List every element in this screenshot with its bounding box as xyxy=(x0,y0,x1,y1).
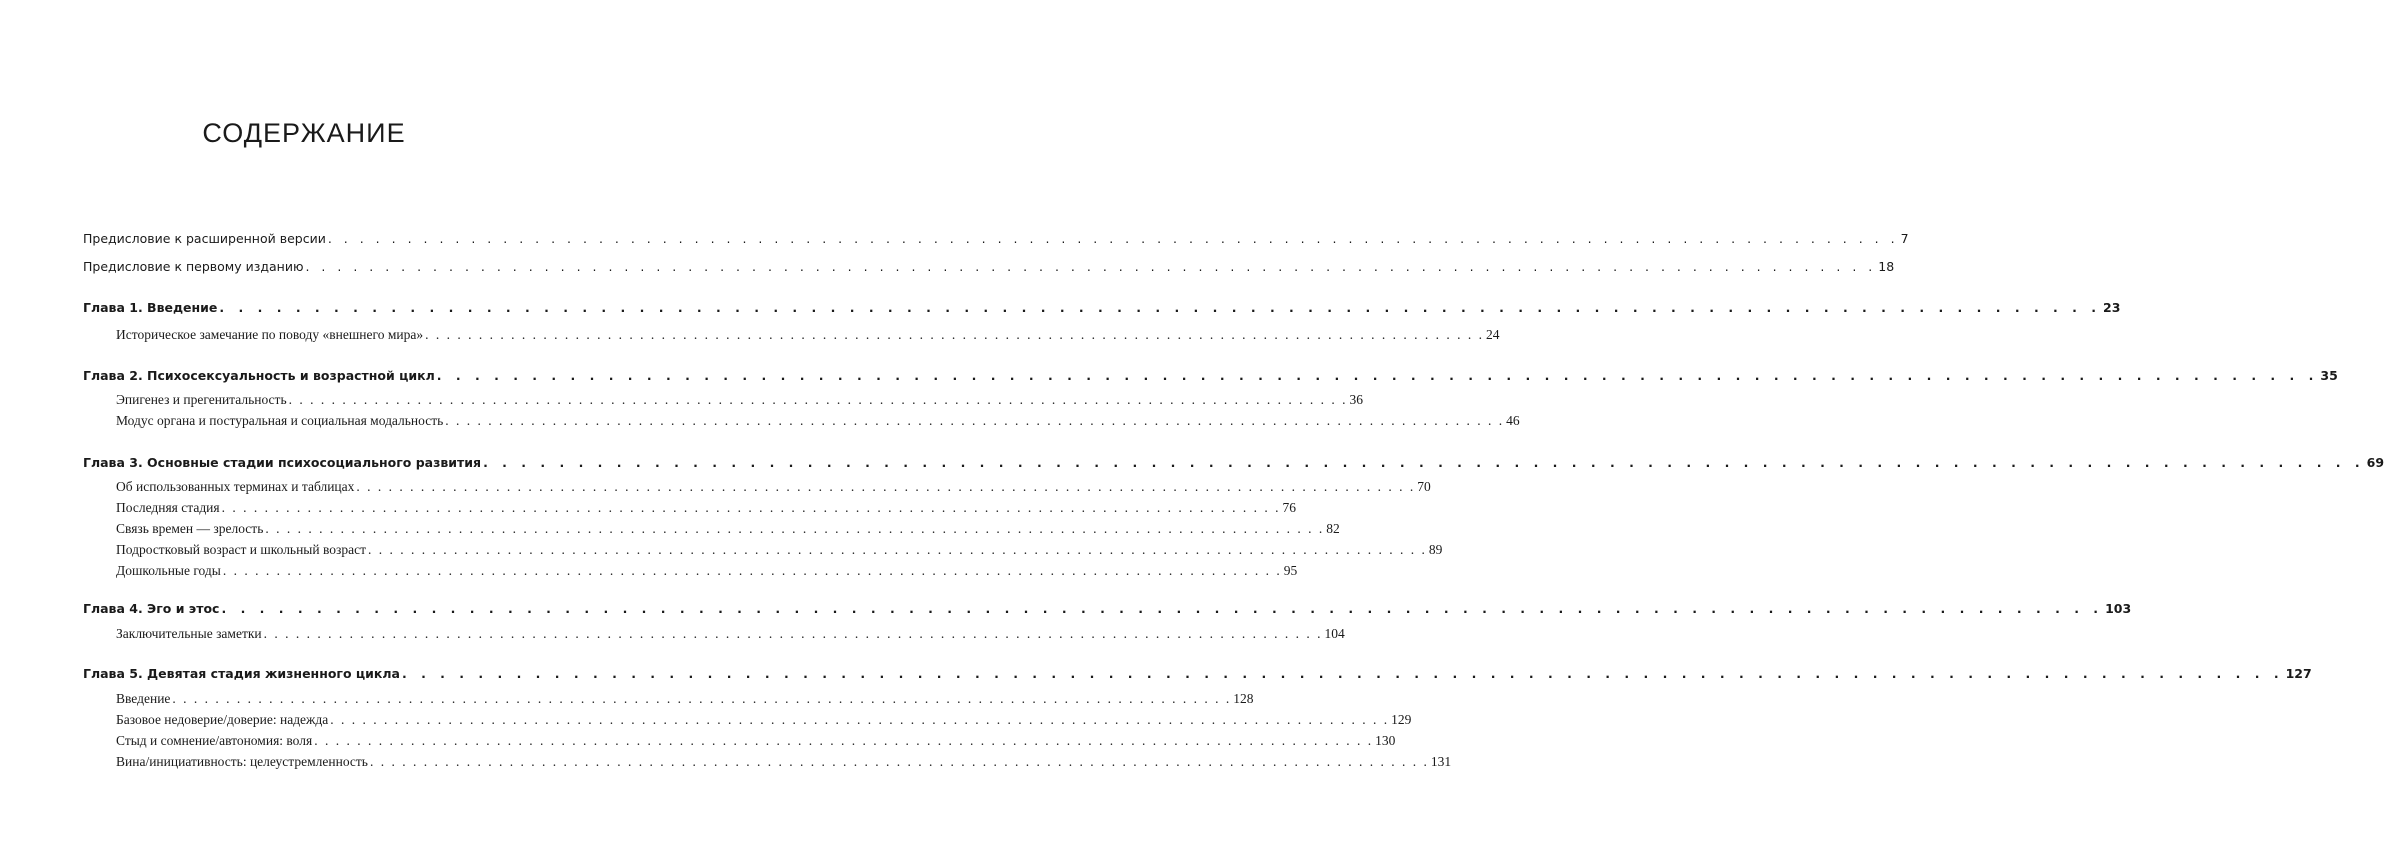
dot-leader: . . . . . . . . . . . . . . . . . . . . . . . . . . . . . . . . . . . . . . . . . . . . . . . . . . . . . . . . . . . . . . . . . . . . . . . . . . . . . . . . . . . . . . . . . . . . . . . . . . . xyxy=(222,563,1282,578)
toc-chapter-heading xyxy=(83,298,2121,318)
chapter-label: Глава 2. Психосексуальность и возрастной цикл xyxy=(83,368,435,383)
section-page: 24 xyxy=(1485,327,1500,342)
chapter-page: 69 xyxy=(2366,455,2384,470)
dot-leader: . . . . . . . . . . . . . . . . . . . . . . . . . . . . . . . . . . . . . . . . . . . . . . . . . . . . . . . . . . . . . . . . . . . . . . . . . . . . . . . . . . . . . . . . . . . . . . . . . . . xyxy=(401,666,2284,681)
dot-leader: . . . . . . . . . . . . . . . . . . . . . . . . . . . . . . . . . . . . . . . . . . . . . . . . . . . . . . . . . . . . . . . . . . . . . . . . . . . . . . . . . . . . . . . . . . . . . . . . . . . xyxy=(314,733,1374,748)
dot-leader: . . . . . . . . . . . . . . . . . . . . . . . . . . . . . . . . . . . . . . . . . . . . . . . . . . . . . . . . . . . . . . . . . . . . . . . . . . . . . . . . . . . . . . . . . . . . . . . . . . . xyxy=(327,231,1899,246)
section-page: 130 xyxy=(1375,733,1396,748)
toc-entry-preface xyxy=(83,229,1909,249)
toc-entry-label: Предисловие к расширенной версии xyxy=(83,231,326,246)
section-page: 129 xyxy=(1391,712,1412,727)
dot-leader: . . . . . . . . . . . . . . . . . . . . . . . . . . . . . . . . . . . . . . . . . . . . . . . . . . . . . . . . . . . . . . . . . . . . . . . . . . . . . . . . . . . . . . . . . . . . . . . . . . . xyxy=(265,521,1325,536)
dot-leader: . . . . . . . . . . . . . . . . . . . . . . . . . . . . . . . . . . . . . . . . . . . . . . . . . . . . . . . . . . . . . . . . . . . . . . . . . . . . . . . . . . . . . . . . . . . . . . . . . . . xyxy=(305,259,1877,274)
section-label: Базовое недоверие/доверие: надежда xyxy=(116,712,329,727)
dot-leader: . . . . . . . . . . . . . . . . . . . . . . . . . . . . . . . . . . . . . . . . . . . . . . . . . . . . . . . . . . . . . . . . . . . . . . . . . . . . . . . . . . . . . . . . . . . . . . . . . . . xyxy=(221,601,2104,616)
dot-leader: . . . . . . . . . . . . . . . . . . . . . . . . . . . . . . . . . . . . . . . . . . . . . . . . . . . . . . . . . . . . . . . . . . . . . . . . . . . . . . . . . . . . . . . . . . . . . . . . . . . xyxy=(369,754,1429,769)
section-label: Связь времен — зрелость xyxy=(116,521,264,536)
section-page: 70 xyxy=(1417,479,1431,494)
toc-section-entry xyxy=(116,731,1396,751)
dot-leader: . . . . . . . . . . . . . . . . . . . . . . . . . . . . . . . . . . . . . . . . . . . . . . . . . . . . . . . . . . . . . . . . . . . . . . . . . . . . . . . . . . . . . . . . . . . . . . . . . . . xyxy=(483,455,2365,470)
toc-section-entry xyxy=(116,624,1345,644)
section-label: Введение xyxy=(116,691,171,706)
dot-leader: . . . . . . . . . . . . . . . . . . . . . . . . . . . . . . . . . . . . . . . . . . . . . . . . . . . . . . . . . . . . . . . . . . . . . . . . . . . . . . . . . . . . . . . . . . . . . . . . . . . xyxy=(263,626,1323,641)
section-page: 131 xyxy=(1430,754,1452,769)
section-label: Модус органа и постуральная и социальная модальность xyxy=(116,413,444,428)
section-label: Историческое замечание по поводу «внешнего мира» xyxy=(116,327,424,342)
section-label: Заключительные заметки xyxy=(116,626,262,641)
section-page: 128 xyxy=(1233,691,1254,706)
toc-section-entry xyxy=(116,752,1452,772)
toc-chapter-heading xyxy=(83,366,2338,386)
section-label: Подростковый возраст и школьный возраст xyxy=(116,542,366,557)
toc-chapter-heading xyxy=(83,453,2384,473)
chapter-page: 35 xyxy=(2320,368,2338,383)
dot-leader: . . . . . . . . . . . . . . . . . . . . . . . . . . . . . . . . . . . . . . . . . . . . . . . . . . . . . . . . . . . . . . . . . . . . . . . . . . . . . . . . . . . . . . . . . . . . . . . . . . . xyxy=(288,392,1348,407)
toc-section-entry xyxy=(116,390,1363,410)
chapter-label: Глава 5. Девятая стадия жизненного цикла xyxy=(83,666,400,681)
dot-leader: . . . . . . . . . . . . . . . . . . . . . . . . . . . . . . . . . . . . . . . . . . . . . . . . . . . . . . . . . . . . . . . . . . . . . . . . . . . . . . . . . . . . . . . . . . . . . . . . . . . xyxy=(330,712,1390,727)
chapter-label: Глава 1. Введение xyxy=(83,300,218,315)
chapter-label: Глава 3. Основные стадии психосоциального развития xyxy=(83,455,482,470)
dot-leader: . . . . . . . . . . . . . . . . . . . . . . . . . . . . . . . . . . . . . . . . . . . . . . . . . . . . . . . . . . . . . . . . . . . . . . . . . . . . . . . . . . . . . . . . . . . . . . . . . . . xyxy=(367,542,1427,557)
toc-section-entry xyxy=(116,689,1254,709)
section-page: 95 xyxy=(1283,563,1298,578)
toc-entry-preface xyxy=(83,257,1895,277)
dot-leader: . . . . . . . . . . . . . . . . . . . . . . . . . . . . . . . . . . . . . . . . . . . . . . . . . . . . . . . . . . . . . . . . . . . . . . . . . . . . . . . . . . . . . . . . . . . . . . . . . . . xyxy=(356,479,1416,494)
section-page: 89 xyxy=(1428,542,1443,557)
toc-section-entry xyxy=(116,540,1443,560)
section-page: 46 xyxy=(1506,413,1520,428)
section-label: Эпигенез и прегенитальность xyxy=(116,392,287,407)
toc-section-entry xyxy=(116,519,1340,539)
page-title: СОДЕРЖАНИЕ xyxy=(202,118,406,148)
toc-section-entry xyxy=(116,498,1296,518)
section-label: Об использованных терминах и таблицах xyxy=(116,479,355,494)
chapter-page: 103 xyxy=(2105,601,2132,616)
dot-leader: . . . . . . . . . . . . . . . . . . . . . . . . . . . . . . . . . . . . . . . . . . . . . . . . . . . . . . . . . . . . . . . . . . . . . . . . . . . . . . . . . . . . . . . . . . . . . . . . . . . xyxy=(425,327,1484,342)
chapter-page: 23 xyxy=(2103,300,2121,315)
toc-entry-label: Предисловие к первому изданию xyxy=(83,259,304,274)
toc-chapter-heading xyxy=(83,664,2312,684)
toc-entry-page: 18 xyxy=(1878,259,1895,274)
chapter-label: Глава 4. Эго и этос xyxy=(83,601,220,616)
section-page: 36 xyxy=(1349,392,1363,407)
section-label: Дошкольные годы xyxy=(116,563,221,578)
toc-chapter-heading xyxy=(83,599,2132,619)
toc-entry-page: 7 xyxy=(1900,231,1909,246)
toc-section-entry xyxy=(116,325,1500,345)
section-label: Стыд и сомнение/автономия: воля xyxy=(116,733,313,748)
section-page: 76 xyxy=(1282,500,1296,515)
section-label: Последняя стадия xyxy=(116,500,220,515)
section-page: 82 xyxy=(1326,521,1340,536)
dot-leader: . . . . . . . . . . . . . . . . . . . . . . . . . . . . . . . . . . . . . . . . . . . . . . . . . . . . . . . . . . . . . . . . . . . . . . . . . . . . . . . . . . . . . . . . . . . . . . . . . . . xyxy=(445,413,1505,428)
dot-leader: . . . . . . . . . . . . . . . . . . . . . . . . . . . . . . . . . . . . . . . . . . . . . . . . . . . . . . . . . . . . . . . . . . . . . . . . . . . . . . . . . . . . . . . . . . . . . . . . . . . xyxy=(172,691,1232,706)
toc-section-entry xyxy=(116,477,1431,497)
toc-section-entry xyxy=(116,710,1412,730)
dot-leader: . . . . . . . . . . . . . . . . . . . . . . . . . . . . . . . . . . . . . . . . . . . . . . . . . . . . . . . . . . . . . . . . . . . . . . . . . . . . . . . . . . . . . . . . . . . . . . . . . . . xyxy=(219,300,2102,315)
dot-leader: . . . . . . . . . . . . . . . . . . . . . . . . . . . . . . . . . . . . . . . . . . . . . . . . . . . . . . . . . . . . . . . . . . . . . . . . . . . . . . . . . . . . . . . . . . . . . . . . . . . xyxy=(436,368,2319,383)
section-label: Вина/инициативность: целеустремленность xyxy=(116,754,368,769)
section-page: 104 xyxy=(1324,626,1345,641)
chapter-page: 127 xyxy=(2285,666,2312,681)
dot-leader: . . . . . . . . . . . . . . . . . . . . . . . . . . . . . . . . . . . . . . . . . . . . . . . . . . . . . . . . . . . . . . . . . . . . . . . . . . . . . . . . . . . . . . . . . . . . . . . . . . . xyxy=(221,500,1281,515)
toc-section-entry xyxy=(116,561,1298,581)
toc-section-entry xyxy=(116,411,1520,431)
